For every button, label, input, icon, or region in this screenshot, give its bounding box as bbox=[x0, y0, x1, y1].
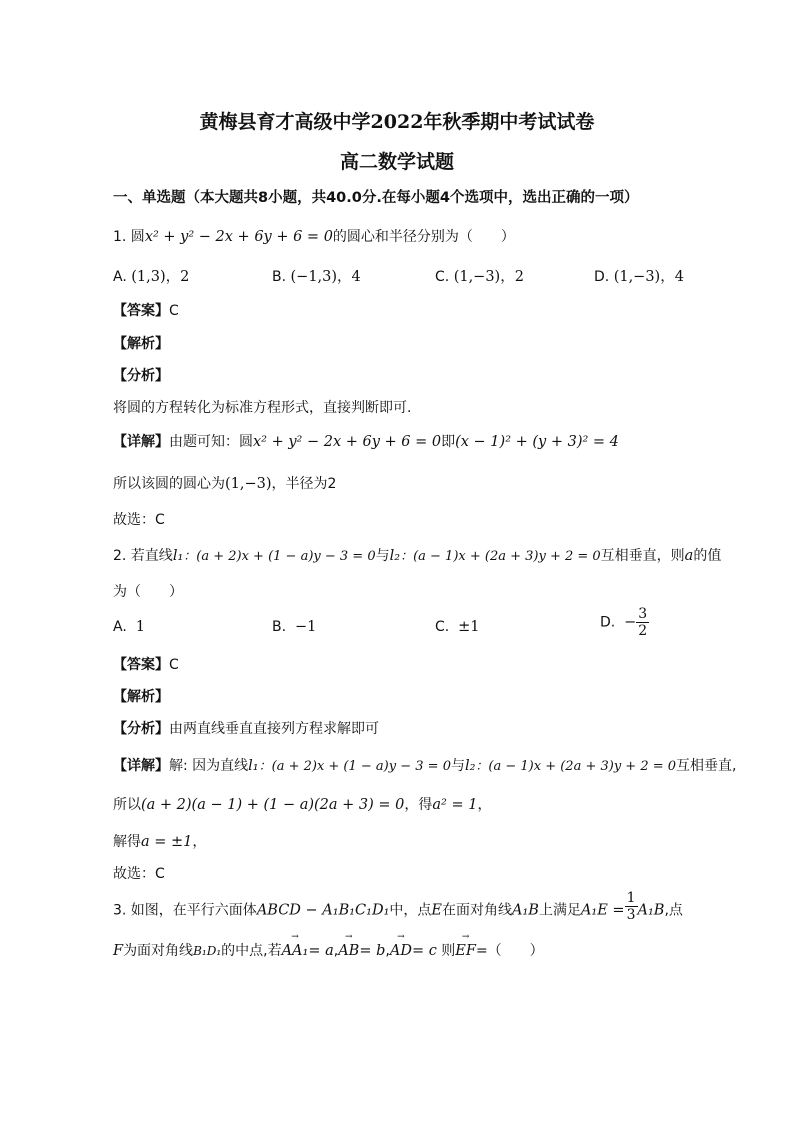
q1-analysis-label: 【解析】 bbox=[113, 336, 169, 352]
q2-detail: 【详解】解: 因为直线l₁：(a + 2)x + (1 − a)y − 3 = 0与l₂：(a − 1)x + (2a + 3)y + 2 = 0互相垂直, bbox=[113, 758, 737, 774]
q1-option-d: D. (1,−3)，4 bbox=[594, 269, 684, 285]
q1-option-b: B. (−1,3)，4 bbox=[272, 269, 361, 285]
q3-fraction: $\frac{1}{3}$ bbox=[626, 890, 636, 923]
question-2-stem: 2. 若直线l₁：(a + 2)x + (1 − a)y − 3 = 0与l₂：(a − 1)x + (2a + 3)y + 2 = 0互相垂直，则a的值 bbox=[113, 548, 722, 564]
section-heading: 一、单选题（本大题共8小题，共40.0分.在每小题4个选项中，选出正确的一项） bbox=[113, 190, 639, 206]
vector-aa1: → AA₁ bbox=[282, 943, 309, 959]
vector-ab: → AB bbox=[338, 943, 359, 959]
q1-conclusion: 故选：C bbox=[113, 512, 165, 528]
q2-stem-line2: 为（ ） bbox=[113, 584, 183, 600]
q1-detail: 【详解】由题可知：圆x² + y² − 2x + 6y + 6 = 0即(x − 1)² + (y + 3)² = 4 bbox=[113, 434, 619, 450]
page-title: 黄梅县育才高级中学2022年秋季期中考试试卷 bbox=[199, 111, 595, 133]
q1-center-line: 所以该圆的圆心为(1,−3)，半径为2 bbox=[113, 476, 337, 492]
vector-ad: → AD bbox=[390, 943, 412, 959]
q1-option-c: C. (1,−3)，2 bbox=[435, 269, 524, 285]
q1-number: 1. 圆 bbox=[113, 229, 145, 245]
page-subtitle: 高二数学试题 bbox=[339, 151, 454, 173]
q2-fenxi: 【分析】由两直线垂直直接列方程求解即可 bbox=[113, 721, 379, 737]
q2-option-b: B. −1 bbox=[272, 619, 317, 635]
q1-answer: 【答案】C bbox=[113, 303, 179, 319]
q2-analysis-label: 【解析】 bbox=[113, 689, 169, 705]
q1-fenxi-label: 【分析】 bbox=[113, 368, 169, 384]
q1-fenxi-text: 将圆的方程转化为标准方程形式，直接判断即可. bbox=[113, 400, 412, 416]
q2-option-d: D. − $\frac{3}{2}$ bbox=[600, 606, 648, 639]
q1-stem-tail: 的圆心和半径分别为（ ） bbox=[332, 229, 515, 245]
question-3-stem: 3. 如图，在平行六面体ABCD − A₁B₁C₁D₁中，点E在面对角线A₁B上满足A₁E = $\frac{1}{3}$ A₁B,点 bbox=[113, 890, 683, 923]
q2-option-a: A. 1 bbox=[113, 619, 145, 635]
q3-stem-line2: F为面对角线B₁D₁的中点,若→ AA₁= a,→ AB= b,→ AD= c 则→ EF=（ ） bbox=[113, 940, 544, 960]
q2-option-d-fraction: $\frac{3}{2}$ bbox=[638, 606, 648, 639]
q2-solution-line: 解得a = ±1， bbox=[113, 834, 207, 850]
q2-conclusion: 故选：C bbox=[113, 866, 165, 882]
vector-ef: → EF bbox=[455, 943, 476, 959]
q2-option-c: C. ±1 bbox=[435, 619, 480, 635]
q1-option-a: A. (1,3)，2 bbox=[113, 269, 190, 285]
q2-answer: 【答案】C bbox=[113, 657, 179, 673]
q1-equation: x² + y² − 2x + 6y + 6 = 0 bbox=[144, 229, 333, 245]
question-1-stem bbox=[113, 226, 515, 246]
q2-equation-line: 所以(a + 2)(a − 1) + (1 − a)(2a + 3) = 0，得a² = 1， bbox=[113, 797, 492, 813]
